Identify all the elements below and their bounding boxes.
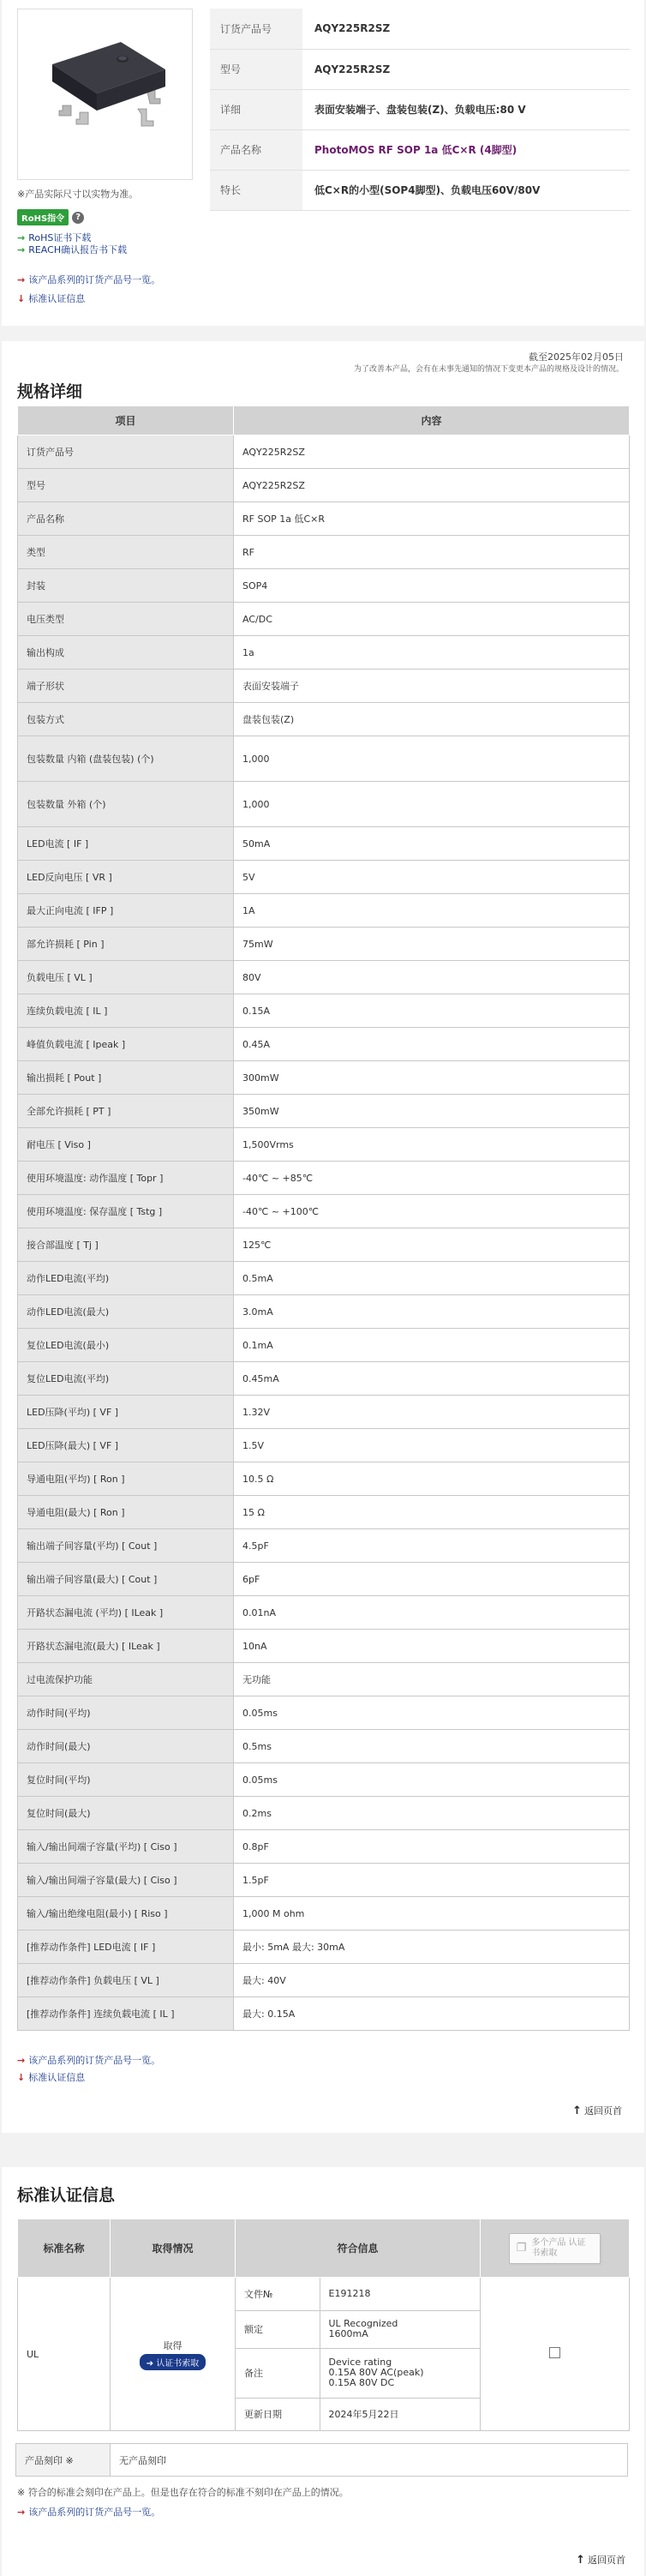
spec-value: 0.05ms — [234, 1763, 630, 1797]
spec-row — [18, 827, 630, 861]
spec-row — [18, 1696, 630, 1730]
cert-status: 取得 — [163, 2339, 182, 2351]
spec-key: 输出端子间容量(平均) [ Cout ] — [18, 1529, 234, 1563]
spec-row — [18, 603, 630, 636]
arrow-right-icon: → — [17, 243, 26, 255]
cert-info-key: 额定 — [236, 2310, 320, 2348]
spec-row — [18, 1630, 630, 1663]
spec-value: 0.2ms — [234, 1797, 630, 1830]
cert-info-label: 标准认证信息 — [28, 293, 86, 304]
spec-value: 最小: 5mA 最大: 30mA — [234, 1930, 630, 1964]
cert-info-key: 更新日期 — [236, 2398, 320, 2430]
spec-value: 300mW — [234, 1061, 630, 1095]
spec-row — [18, 1930, 630, 1964]
spec-date-note: 为了改善本产品，会有在未事先通知的情况下变更本产品的规格及设计的情况。 — [353, 365, 624, 374]
spec-row — [18, 670, 630, 703]
summary-table — [210, 9, 630, 211]
marking-value: 无产品刻印 — [111, 2444, 628, 2477]
spec-key: 输入/输出绝缘电阻(最小) [ Riso ] — [18, 1897, 234, 1930]
spec-row — [18, 1396, 630, 1429]
spec-value: 0.5ms — [234, 1730, 630, 1763]
cert-header-multi — [481, 2219, 630, 2278]
spec-key: 最大正向电流 [ IFP ] — [18, 894, 234, 928]
cert-request-button[interactable] — [140, 2354, 206, 2370]
series-list-link[interactable] — [17, 2505, 160, 2519]
spec-value: AQY225R2SZ — [234, 435, 630, 469]
spec-value: 0.01nA — [234, 1596, 630, 1630]
spec-row — [18, 569, 630, 603]
spec-key: 动作LED电流(平均) — [18, 1262, 234, 1295]
spec-row — [18, 469, 630, 502]
spec-value: 0.45A — [234, 1028, 630, 1061]
cert-info-link[interactable] — [17, 291, 85, 305]
spec-row — [18, 736, 630, 782]
spec-key: 开路状态漏电流 (平均) [ ILeak ] — [18, 1596, 234, 1630]
cert-info-key: 备注 — [236, 2348, 320, 2398]
cert-info-link[interactable] — [17, 2070, 85, 2084]
spec-value: 1A — [234, 894, 630, 928]
spec-key: 动作时间(最大) — [18, 1730, 234, 1763]
summary-value: AQY225R2SZ — [302, 9, 630, 49]
spec-key: [推荐动作条件] 连续负载电流 [ IL ] — [18, 1997, 234, 2031]
spec-value: 无功能 — [234, 1663, 630, 1696]
spec-key: 输出损耗 [ Pout ] — [18, 1061, 234, 1095]
spec-value: 1a — [234, 636, 630, 670]
product-name-link[interactable]: PhotoMOS RF SOP 1a 低C×R (4脚型) — [302, 129, 630, 170]
spec-card — [2, 341, 644, 2133]
marking-table — [15, 2443, 628, 2477]
cert-header-info: 符合信息 — [236, 2219, 481, 2278]
spec-key: 复位时间(最大) — [18, 1797, 234, 1830]
spec-row — [18, 1830, 630, 1864]
document-icon: ❐ — [516, 2241, 527, 2255]
arrow-right-icon: → — [17, 231, 26, 243]
cert-row — [18, 2278, 630, 2431]
spec-row — [18, 1028, 630, 1061]
rohs-row — [17, 209, 84, 225]
spec-key: 复位LED电流(最小) — [18, 1329, 234, 1362]
spec-row — [18, 961, 630, 994]
spec-row — [18, 1162, 630, 1195]
summary-key: 详细 — [210, 89, 302, 129]
cert-info-row — [236, 2278, 480, 2310]
spec-row — [18, 1128, 630, 1162]
spec-key: LED电流 [ IF ] — [18, 827, 234, 861]
cert-std-name: UL — [18, 2278, 111, 2431]
spec-row — [18, 1663, 630, 1696]
series-list-link[interactable] — [17, 273, 160, 286]
reach-report-download-label: REACH确认报告书下载 — [28, 244, 128, 255]
size-note: ※产品实际尺寸以实物为准。 — [17, 189, 139, 200]
relay-chip-image — [18, 9, 192, 179]
series-list-label: 该产品系列的订货产品号一览。 — [28, 274, 161, 285]
cert-status-cell — [111, 2278, 236, 2431]
cert-info-value: UL Recognized 1600mA — [320, 2310, 480, 2348]
spec-value: -40℃ ~ +100℃ — [234, 1195, 630, 1228]
spec-row — [18, 536, 630, 569]
spec-key: 复位LED电流(平均) — [18, 1362, 234, 1396]
spec-value: 1,500Vrms — [234, 1128, 630, 1162]
spec-row — [18, 703, 630, 736]
spec-row — [18, 1897, 630, 1930]
spec-key: 连续负载电流 [ IL ] — [18, 994, 234, 1028]
arrow-right-icon: → — [17, 273, 26, 285]
spec-value: RF SOP 1a 低C×R — [234, 502, 630, 536]
spec-key: 复位时间(平均) — [18, 1763, 234, 1797]
spec-key: 动作时间(平均) — [18, 1696, 234, 1730]
summary-row — [210, 170, 630, 210]
product-overview-card — [2, 0, 644, 326]
cert-info-row — [236, 2348, 480, 2398]
spec-value: 1.32V — [234, 1396, 630, 1429]
spec-key: 接合部温度 [ Tj ] — [18, 1228, 234, 1262]
spec-value: 4.5pF — [234, 1529, 630, 1563]
spec-key: 峰值负载电流 [ Ipeak ] — [18, 1028, 234, 1061]
cert-header-std: 标准名称 — [18, 2219, 111, 2278]
spec-row — [18, 1864, 630, 1897]
spec-value: 50mA — [234, 827, 630, 861]
marking-note: ※ 符合的标准会刻印在产品上。但是也存在符合的标准不刻印在产品上的情况。 — [17, 2487, 349, 2498]
rohs-cert-download-label: RoHS证书下载 — [28, 232, 92, 243]
spec-key: 类型 — [18, 536, 234, 569]
spec-row — [18, 1797, 630, 1830]
spec-key: LED反向电压 [ VR ] — [18, 861, 234, 894]
spec-value: SOP4 — [234, 569, 630, 603]
spec-value: 0.8pF — [234, 1830, 630, 1864]
spec-row — [18, 894, 630, 928]
spec-header-content: 内容 — [234, 406, 630, 435]
spec-value: 0.05ms — [234, 1696, 630, 1730]
cert-info-value: E191218 — [320, 2278, 480, 2310]
spec-value: 10nA — [234, 1630, 630, 1663]
spec-row — [18, 636, 630, 670]
spec-key: LED压降(最大) [ VF ] — [18, 1429, 234, 1462]
summary-row — [210, 129, 630, 170]
cert-info-value: Device rating 0.15A 80V AC(peak) 0.15A 80V DC — [320, 2348, 480, 2398]
summary-value: AQY225R2SZ — [302, 49, 630, 89]
cert-info-key: 文件№ — [236, 2278, 320, 2310]
spec-row — [18, 1362, 630, 1396]
arrow-up-icon: ↑ — [576, 2553, 585, 2567]
spec-row — [18, 861, 630, 894]
spec-row — [18, 1295, 630, 1329]
spec-value: 0.5mA — [234, 1262, 630, 1295]
summary-key: 特长 — [210, 170, 302, 210]
spec-row — [18, 782, 630, 827]
spec-value: 80V — [234, 961, 630, 994]
cert-request-label: 认证书索取 — [156, 2358, 200, 2369]
back-to-top-link[interactable] — [576, 2553, 625, 2567]
spec-row — [18, 1997, 630, 2031]
spec-row — [18, 1964, 630, 1997]
spec-value: 10.5 Ω — [234, 1462, 630, 1496]
spec-value: 0.45mA — [234, 1362, 630, 1396]
series-list-label: 该产品系列的订货产品号一览。 — [28, 2507, 161, 2518]
spec-key: 包装数量 内箱 (盘装包装) (个) — [18, 736, 234, 782]
cert-info-row — [236, 2310, 480, 2348]
spec-row — [18, 435, 630, 469]
spec-key: 输出构成 — [18, 636, 234, 670]
cert-header-status: 取得情况 — [111, 2219, 236, 2278]
spec-title: 规格详细 — [17, 382, 83, 401]
spec-key: 输入/输出间端子容量(平均) [ Ciso ] — [18, 1830, 234, 1864]
spec-value: AC/DC — [234, 603, 630, 636]
summary-row — [210, 9, 630, 49]
back-to-top-link[interactable] — [572, 2104, 622, 2117]
spec-key: 导通电阻(最大) [ Ron ] — [18, 1496, 234, 1529]
spec-row — [18, 1763, 630, 1797]
spec-key: 开路状态漏电流(最大) [ ILeak ] — [18, 1630, 234, 1663]
spec-key: 订货产品号 — [18, 435, 234, 469]
spec-value: 0.1mA — [234, 1329, 630, 1362]
spec-key: 导通电阻(平均) [ Ron ] — [18, 1462, 234, 1496]
spec-key: [推荐动作条件] 负载电压 [ VL ] — [18, 1964, 234, 1997]
cert-info-row — [236, 2398, 480, 2430]
cert-info-cell — [236, 2278, 481, 2431]
spec-key: 使用环境温度: 动作温度 [ Topr ] — [18, 1162, 234, 1195]
spec-value: RF — [234, 536, 630, 569]
spec-key: 过电流保护功能 — [18, 1663, 234, 1696]
spec-row — [18, 1329, 630, 1362]
summary-key: 产品名称 — [210, 129, 302, 170]
spec-key: 包装方式 — [18, 703, 234, 736]
spec-key: 产品名称 — [18, 502, 234, 536]
spec-key: 耐电压 [ Viso ] — [18, 1128, 234, 1162]
spec-row — [18, 1195, 630, 1228]
arrow-right-icon: → — [17, 2054, 26, 2066]
spec-row — [18, 1730, 630, 1763]
cert-info-value: 2024年5月22日 — [328, 2409, 399, 2421]
spec-key: 动作LED电流(最大) — [18, 1295, 234, 1329]
spec-date: 截至2025年02月05日 — [529, 351, 624, 363]
spec-header-row — [18, 406, 630, 435]
arrow-right-icon: ➔ — [146, 2358, 154, 2369]
spec-row — [18, 1596, 630, 1630]
spec-value: 1,000 M ohm — [234, 1897, 630, 1930]
spec-header-item: 项目 — [18, 406, 234, 435]
spec-value: 6pF — [234, 1563, 630, 1596]
cert-info-label: 标准认证信息 — [28, 2072, 86, 2083]
spec-value: 0.15A — [234, 994, 630, 1028]
cert-info-table — [236, 2278, 480, 2430]
spec-row — [18, 1429, 630, 1462]
spec-value: 5V — [234, 861, 630, 894]
spec-row — [18, 994, 630, 1028]
back-to-top-label: 返回页首 — [584, 2105, 622, 2117]
spec-value: 3.0mA — [234, 1295, 630, 1329]
spec-row — [18, 1563, 630, 1596]
arrow-down-icon: ↓ — [17, 292, 26, 304]
spec-row — [18, 928, 630, 961]
multi-cert-request-button[interactable] — [509, 2233, 601, 2264]
summary-row — [210, 49, 630, 89]
spec-value: 最大: 40V — [234, 1964, 630, 1997]
series-list-link[interactable] — [17, 2053, 160, 2067]
spec-value: 表面安装端子 — [234, 670, 630, 703]
spec-key: 负载电压 [ VL ] — [18, 961, 234, 994]
spec-date-block — [354, 351, 624, 375]
spec-key: 输入/输出间端子容量(最大) [ Ciso ] — [18, 1864, 234, 1897]
summary-row — [210, 89, 630, 129]
summary-value: 低C×R的小型(SOP4脚型)、负载电压60V/80V — [302, 170, 630, 210]
spec-key: 端子形状 — [18, 670, 234, 703]
spec-value: 125℃ — [234, 1228, 630, 1262]
spec-value: 盘装包装(Z) — [234, 703, 630, 736]
spec-key: 输出端子间容量(最大) [ Cout ] — [18, 1563, 234, 1596]
spec-value: -40℃ ~ +85℃ — [234, 1162, 630, 1195]
product-image — [17, 9, 193, 180]
summary-key: 型号 — [210, 49, 302, 89]
spec-key: 型号 — [18, 469, 234, 502]
spec-key: 部允许损耗 [ Pin ] — [18, 928, 234, 961]
spec-value: 1,000 — [234, 782, 630, 827]
spec-key: 全部允许损耗 [ PT ] — [18, 1095, 234, 1128]
spec-key: 使用环境温度: 保存温度 [ Tstg ] — [18, 1195, 234, 1228]
spec-row — [18, 1462, 630, 1496]
marking-key: 产品刻印 ※ — [16, 2444, 111, 2477]
multi-cert-request-label: 多个产品 认证书索取 — [531, 2237, 586, 2258]
cert-select-checkbox[interactable] — [549, 2347, 560, 2358]
spec-row — [18, 1529, 630, 1563]
reach-report-download-link[interactable] — [17, 243, 127, 256]
summary-key: 订货产品号 — [210, 9, 302, 49]
spec-value: 1.5V — [234, 1429, 630, 1462]
cert-select-cell — [481, 2278, 630, 2431]
spec-row — [18, 1061, 630, 1095]
arrow-up-icon: ↑ — [572, 2104, 582, 2117]
summary-value: 表面安装端子、盘装包装(Z)、负载电压:80 V — [302, 89, 630, 129]
spec-row — [18, 502, 630, 536]
spec-value: 最大: 0.15A — [234, 1997, 630, 2031]
spec-value: AQY225R2SZ — [234, 469, 630, 502]
spec-row — [18, 1262, 630, 1295]
spec-key: [推荐动作条件] LED电流 [ IF ] — [18, 1930, 234, 1964]
spec-key: 电压类型 — [18, 603, 234, 636]
back-to-top-label: 返回页首 — [588, 2555, 625, 2566]
series-list-label: 该产品系列的订货产品号一览。 — [28, 2055, 161, 2066]
help-icon[interactable]: ? — [72, 212, 84, 224]
cert-header-row — [18, 2219, 630, 2278]
spec-key: LED压降(平均) [ VF ] — [18, 1396, 234, 1429]
cert-table — [17, 2219, 630, 2431]
arrow-right-icon: → — [17, 2506, 26, 2518]
spec-value: 350mW — [234, 1095, 630, 1128]
rohs-badge[interactable]: RoHS指令 — [17, 209, 69, 225]
spec-row — [18, 1496, 630, 1529]
spec-value: 15 Ω — [234, 1496, 630, 1529]
spec-value: 75mW — [234, 928, 630, 961]
spec-table — [17, 405, 630, 2031]
spec-key: 包装数量 外箱 (个) — [18, 782, 234, 827]
spec-row — [18, 1095, 630, 1128]
spec-body — [18, 435, 630, 2031]
cert-title: 标准认证信息 — [17, 2186, 116, 2205]
arrow-down-icon: ↓ — [17, 2071, 26, 2083]
spec-value: 1,000 — [234, 736, 630, 782]
spec-value: 1.5pF — [234, 1864, 630, 1897]
spec-key: 封装 — [18, 569, 234, 603]
marking-row — [16, 2444, 628, 2477]
spec-row — [18, 1228, 630, 1262]
